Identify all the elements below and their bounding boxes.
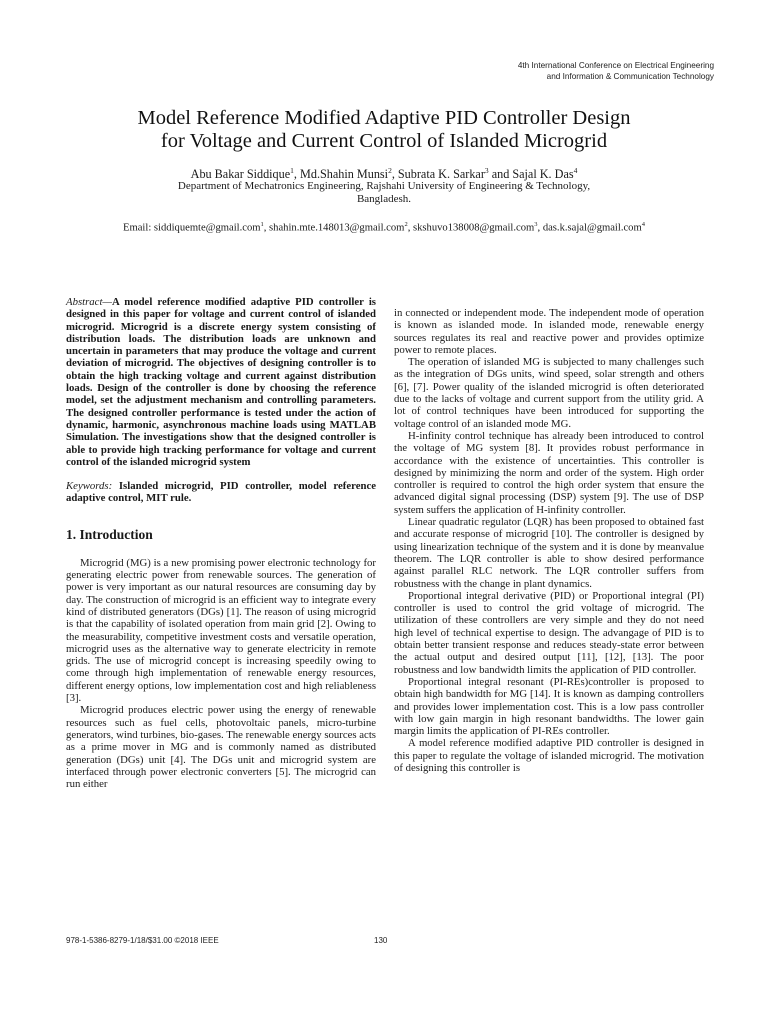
author-1: Abu Bakar Siddique — [190, 167, 291, 182]
author-3: Subrata K. Sarkar — [397, 167, 485, 182]
author-4-mark: 4 — [573, 166, 578, 175]
right-paragraph-3: H-infinity control technique has already been introduced to control the voltage of MG system [8]. It provides robust performance in accordance with the existence of uncertainties. This controller is designed by minimizing the norm and order of the system. High order controller is required to control the high order system that ensure the advanced digital signal processing (DSP) system [9]. The use of DSP system suffers the application of H-infinity controller. — [394, 429, 704, 516]
left-column — [66, 296, 376, 790]
email-4[interactable]: das.k.sajal@gmail.com — [542, 222, 642, 234]
conference-header — [518, 60, 714, 82]
right-paragraph-5: Proportional integral derivative (PID) or Proportional integral (PI) controller is used to control the grid voltage of microgrid. The utilization of these controllers are very simple and they do not need high level of technical expertise to design. The advangage of PID is to obtain better transient response and reduces steady-state error between the actual output and desired output [11], [12], [13]. The poor robustness and low bandwidth limits the application of PID controller. — [394, 589, 704, 676]
right-column — [394, 307, 704, 774]
right-paragraph-6: Proportional integral resonant (PI-REs)controller is proposed to obtain high bandwidth for MG [14]. It is known as damping controllers and provides lower implementation cost. This is a low pass controller with low gain margin in high resonant bandwidths. The lower gain margin limits the application of PI-REs controller. — [394, 675, 704, 738]
right-paragraph-4: Linear quadratic regulator (LQR) has been proposed to obtained fast and accurate response of microgrid [10]. The controller is designed by using linearization technique of the system and it is done by meanvalue theorem. The LQR controller is able to show desired performance against parallel RLC network. The LQR controller suffers from robustness with the change in plant dynamics. — [394, 516, 704, 590]
author-list: Abu Bakar Siddique$^1$, Md.Shahin Munsi$^2$, Subrata K. Sarkar$^3$ and Sajal K. Das$^4$ — [190, 166, 578, 182]
email-4-mark: 4 — [641, 221, 645, 228]
affiliation-line-2: Bangladesh. — [356, 193, 412, 205]
conference-line-1: 4th International Conference on Electrical Engineering — [517, 61, 714, 70]
author-2-mark: 2 — [388, 166, 392, 175]
intro-paragraph-2: Microgrid produces electric power using the energy of renewable resources such as fuel cells, photovoltaic panels, micro-turbine generators, wind turbines, bio-gases. The renewable energy sources acts as a prime mover in MG and is commonly named as distributed generation (DGs) unit [4]. The DGs unit and microgrid system are interfaced through power electronic converters [5]. The microgrid can run either — [66, 704, 376, 791]
email-1-mark: 1 — [260, 221, 264, 228]
email-3-mark: 3 — [534, 221, 538, 228]
author-4: Sajal K. Das — [512, 167, 574, 182]
abstract-lead: Abstract— — [66, 296, 112, 308]
email-1[interactable]: siddiquemte@gmail.com — [153, 222, 261, 234]
right-paragraph-1: in connected or independent mode. The independent mode of operation is known as islanded mode. In islanded mode, renewable energy sources regulates its real and reactive power and provides optimize power to remote places. — [394, 307, 704, 356]
footer-isbn: 978-1-5386-8279-1/18/$31.00 ©2018 IEEE — [66, 936, 219, 945]
email-3[interactable]: skshuvo138008@gmail.com — [412, 222, 535, 234]
keywords — [66, 480, 376, 505]
abstract-text: A model reference modified adaptive PID controller is designed in this paper for voltage and current control of islanded microgrid. Microgrid is a discrete energy system consisting of distribution loads. The distribution loads are unknown and uncertain in parameters that may produce the voltage and current deviation of microgrid. The objectives of designing controller is to obtain the high tracking voltage and current against distribution loads. Design of the controller is done by choosing the reference model, set the adjustment mechanism and controlling parameters. The designed controller performance is tested under the action of dynamic, harmonic, asynchronous machine loads using MATLAB Simulation. The investigations show that the designed controller is able to provide high tracking performance for voltage and current control of the islanded microgrid system — [66, 296, 376, 468]
author-3-mark: 3 — [484, 166, 489, 175]
paper-title — [40, 107, 728, 153]
email-2-mark: 2 — [404, 221, 408, 228]
author-2: Md.Shahin Munsi — [300, 167, 389, 182]
affiliation — [40, 180, 728, 206]
page-number: 130 — [374, 936, 388, 945]
author-and: and — [491, 167, 510, 182]
section-heading-introduction: 1. Introduction — [66, 526, 153, 542]
author-1-mark: 1 — [290, 166, 294, 175]
right-paragraph-2: The operation of islanded MG is subjected to many challenges such as the integration of DGs units, wind speed, solar strength and others [6], [7]. Power quality of the islanded microgrid is often deteriorated due to the lacks of voltage and current support from the utility grid. A lot of control techniques have been introduced for supporting the voltage control of an islanded mode MG. — [394, 356, 704, 430]
keywords-text: Islanded microgrid, PID controller, model reference adaptive control, MIT rule. — [66, 480, 376, 505]
title-line-1: Model Reference Modified Adaptive PID Controller Design — [137, 107, 631, 129]
intro-paragraph-1: Microgrid (MG) is a new promising power electronic technology for generating electric power from renewable sources. The generation of power is very important as our natural resources are consuming day by day. The construction of microgrid is an efficient way to integrate every kind of distributed generators (DGs) [1]. The reason of using microgrid is that the capability of isolated operation from main grid [2]. Owing to the measurability, competitive investment costs and versatile operation, microgrid uses as the alternative way to generate electricity in remote grids. The use of microgrid concept is increasing speedily owing to come through high implementation of renewable energy resources, different energy options, low implementation cost and high reliableness [3]. — [66, 556, 376, 705]
affiliation-line-1: Department of Mechatronics Engineering, Rajshahi University of Engineering & Technology, — [177, 180, 591, 192]
conference-line-2: and Information & Communication Technology — [546, 72, 714, 81]
email-line: Email: siddiquemte@gmail.com$^1$, shahin.mte.148013@gmail.com$^2$, skshuvo138008@gmail.com$^3$, das.k.sajal@gmail.com$^4$ — [123, 221, 645, 234]
abstract — [66, 296, 376, 468]
right-paragraph-7: A model reference modified adaptive PID controller is designed in this paper to regulate the voltage of islanded microgrid. The motivation of designing this controller is — [394, 737, 704, 774]
email-2[interactable]: shahin.mte.148013@gmail.com — [269, 222, 405, 234]
title-line-2: for Voltage and Current Control of Islanded Microgrid — [160, 130, 608, 152]
email-label: Email: — [123, 222, 152, 234]
keywords-lead: Keywords: — [66, 480, 113, 493]
